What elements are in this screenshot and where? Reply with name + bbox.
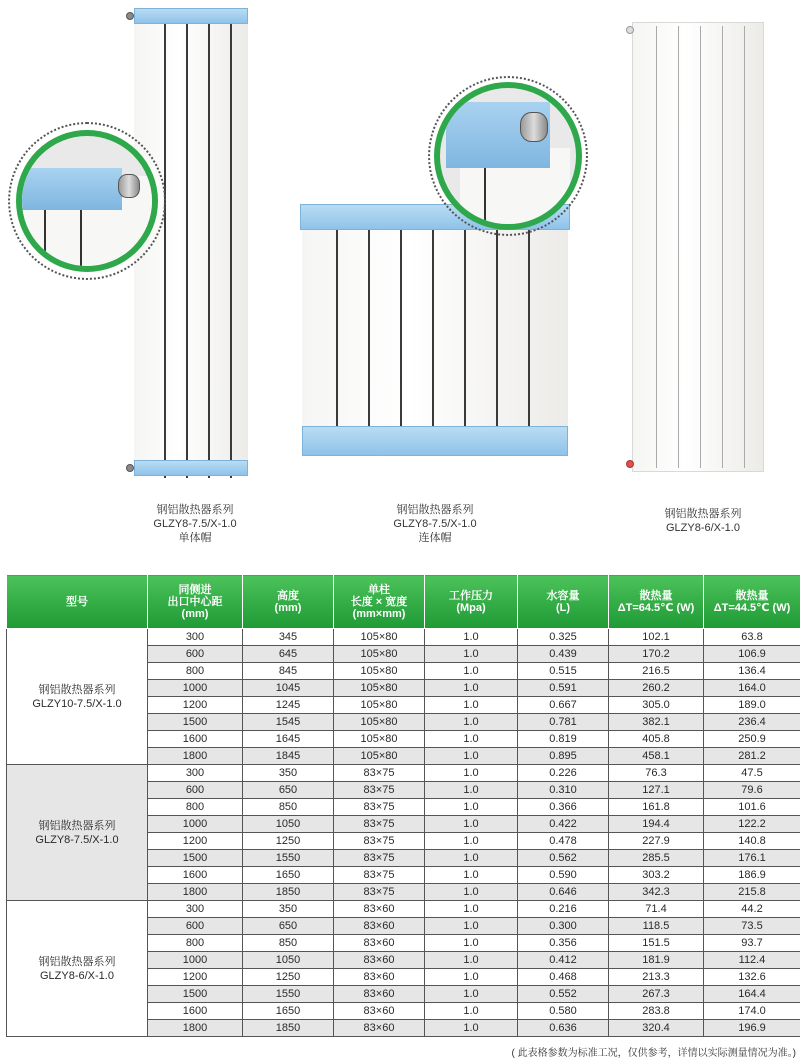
- table-cell: 105×80: [334, 629, 425, 646]
- table-cell: 1.0: [425, 646, 518, 663]
- header-water-capacity: 水容量 (L): [518, 575, 609, 629]
- table-cell: 170.2: [609, 646, 704, 663]
- table-cell: 1.0: [425, 816, 518, 833]
- table-cell: 260.2: [609, 680, 704, 697]
- table-cell: 0.468: [518, 969, 609, 986]
- model-name-line: GLZY8-7.5/X-1.0: [35, 833, 119, 846]
- table-cell: 0.636: [518, 1020, 609, 1037]
- table-cell: 0.412: [518, 952, 609, 969]
- table-cell: 1.0: [425, 1003, 518, 1020]
- table-cell: 650: [243, 918, 334, 935]
- detail-zoom-single-cap: [16, 130, 158, 272]
- table-cell: 1.0: [425, 714, 518, 731]
- product-caption-no-cap: 钢铝散热器系列 GLZY8-6/X-1.0: [664, 508, 742, 534]
- table-cell: 63.8: [704, 629, 800, 646]
- table-cell: 1.0: [425, 935, 518, 952]
- table-cell: 0.646: [518, 884, 609, 901]
- table-cell: 0.781: [518, 714, 609, 731]
- table-cell: 176.1: [704, 850, 800, 867]
- table-cell: 1.0: [425, 799, 518, 816]
- spec-table: [6, 574, 800, 1037]
- table-cell: 320.4: [609, 1020, 704, 1037]
- table-cell: 216.5: [609, 663, 704, 680]
- table-cell: 600: [148, 646, 243, 663]
- table-cell: 101.6: [704, 799, 800, 816]
- header-model: 型号: [7, 575, 148, 629]
- table-cell: 1.0: [425, 884, 518, 901]
- table-cell: 196.9: [704, 1020, 800, 1037]
- table-cell: 105×80: [334, 646, 425, 663]
- table-cell: 1800: [148, 748, 243, 765]
- table-cell: 189.0: [704, 697, 800, 714]
- table-cell: 83×75: [334, 867, 425, 884]
- product-caption-single-cap: 钢铝散热器系列 GLZY8-7.5/X-1.0 单体帽: [153, 504, 237, 544]
- table-cell: 0.590: [518, 867, 609, 884]
- table-cell: 1600: [148, 1003, 243, 1020]
- table-cell: 1.0: [425, 986, 518, 1003]
- table-cell: 0.422: [518, 816, 609, 833]
- table-cell: 161.8: [609, 799, 704, 816]
- table-cell: 1.0: [425, 731, 518, 748]
- table-cell: 1050: [243, 816, 334, 833]
- model-name-line: GLZY10-7.5/X-1.0: [32, 697, 122, 710]
- table-cell: 106.9: [704, 646, 800, 663]
- table-cell: 1.0: [425, 901, 518, 918]
- table-cell: 227.9: [609, 833, 704, 850]
- table-cell: 105×80: [334, 714, 425, 731]
- table-cell: 305.0: [609, 697, 704, 714]
- table-cell: 83×60: [334, 969, 425, 986]
- table-cell: 1850: [243, 1020, 334, 1037]
- table-cell: 76.3: [609, 765, 704, 782]
- table-cell: 83×75: [334, 884, 425, 901]
- table-cell: 132.6: [704, 969, 800, 986]
- table-cell: 800: [148, 799, 243, 816]
- table-cell: 112.4: [704, 952, 800, 969]
- table-cell: 1.0: [425, 850, 518, 867]
- table-cell: 1600: [148, 867, 243, 884]
- table-cell: 0.478: [518, 833, 609, 850]
- table-cell: 0.552: [518, 986, 609, 1003]
- model-group: [7, 901, 800, 1037]
- table-cell: 47.5: [704, 765, 800, 782]
- product-image-no-cap: [626, 14, 766, 478]
- detail-zoom-joint-cap: [434, 82, 582, 230]
- table-cell: 0.439: [518, 646, 609, 663]
- table-cell: 1.0: [425, 748, 518, 765]
- table-cell: 1.0: [425, 697, 518, 714]
- table-cell: 105×80: [334, 663, 425, 680]
- table-cell: 0.310: [518, 782, 609, 799]
- table-cell: 0.226: [518, 765, 609, 782]
- product-image-joint-cap: [296, 200, 574, 458]
- table-row: [7, 629, 800, 646]
- table-cell: 300: [148, 765, 243, 782]
- table-cell: 1200: [148, 969, 243, 986]
- table-cell: 350: [243, 765, 334, 782]
- table-cell: 1.0: [425, 629, 518, 646]
- table-cell: 83×75: [334, 765, 425, 782]
- table-cell: 0.591: [518, 680, 609, 697]
- table-footnote: ( 此表格参数为标准工况，仅供参考，详情以实际测量情况为准。): [511, 1048, 796, 1059]
- table-cell: 122.2: [704, 816, 800, 833]
- table-cell: 800: [148, 935, 243, 952]
- model-name-line: 钢铝散热器系列: [38, 819, 116, 832]
- table-cell: 151.5: [609, 935, 704, 952]
- table-row: [7, 765, 800, 782]
- table-cell: 1.0: [425, 680, 518, 697]
- table-cell: 215.8: [704, 884, 800, 901]
- header-heat-output-64: 散热量 ΔT=64.5℃ (W): [609, 575, 704, 629]
- table-cell: 1.0: [425, 765, 518, 782]
- table-cell: 0.819: [518, 731, 609, 748]
- header-working-pressure: 工作压力 (Mpa): [425, 575, 518, 629]
- table-cell: 1550: [243, 850, 334, 867]
- table-cell: 1650: [243, 1003, 334, 1020]
- table-cell: 342.3: [609, 884, 704, 901]
- model-group: [7, 765, 800, 901]
- table-cell: 1850: [243, 884, 334, 901]
- table-cell: 1045: [243, 680, 334, 697]
- table-cell: 79.6: [704, 782, 800, 799]
- table-cell: 73.5: [704, 918, 800, 935]
- table-cell: 105×80: [334, 697, 425, 714]
- table-cell: 800: [148, 663, 243, 680]
- table-cell: 136.4: [704, 663, 800, 680]
- table-cell: 105×80: [334, 731, 425, 748]
- table-cell: 140.8: [704, 833, 800, 850]
- product-caption-joint-cap: 钢铝散热器系列 GLZY8-7.5/X-1.0 连体帽: [393, 504, 477, 544]
- table-cell: 458.1: [609, 748, 704, 765]
- table-cell: 300: [148, 629, 243, 646]
- table-cell: 1000: [148, 816, 243, 833]
- model-name-line: GLZY8-6/X-1.0: [40, 969, 114, 982]
- table-cell: 83×60: [334, 935, 425, 952]
- table-cell: 1550: [243, 986, 334, 1003]
- table-cell: 0.325: [518, 629, 609, 646]
- model-name-cell: [7, 901, 148, 1037]
- table-cell: 1000: [148, 680, 243, 697]
- table-cell: 645: [243, 646, 334, 663]
- model-name-cell: [7, 629, 148, 765]
- table-cell: 850: [243, 799, 334, 816]
- table-cell: 0.667: [518, 697, 609, 714]
- table-cell: 1645: [243, 731, 334, 748]
- header-center-distance: 同侧进 出口中心距 (mm): [148, 575, 243, 629]
- table-cell: 1.0: [425, 952, 518, 969]
- table-cell: 0.562: [518, 850, 609, 867]
- table-cell: 1050: [243, 952, 334, 969]
- table-cell: 650: [243, 782, 334, 799]
- table-cell: 303.2: [609, 867, 704, 884]
- table-cell: 1545: [243, 714, 334, 731]
- table-cell: 213.3: [609, 969, 704, 986]
- table-cell: 83×75: [334, 833, 425, 850]
- table-cell: 1200: [148, 697, 243, 714]
- table-cell: 1.0: [425, 918, 518, 935]
- table-cell: 105×80: [334, 748, 425, 765]
- table-cell: 382.1: [609, 714, 704, 731]
- table-cell: 1.0: [425, 833, 518, 850]
- table-cell: 300: [148, 901, 243, 918]
- table-cell: 1650: [243, 867, 334, 884]
- table-cell: 181.9: [609, 952, 704, 969]
- table-cell: 0.216: [518, 901, 609, 918]
- table-cell: 186.9: [704, 867, 800, 884]
- table-cell: 1845: [243, 748, 334, 765]
- table-cell: 1.0: [425, 867, 518, 884]
- model-group: [7, 629, 800, 765]
- table-cell: 350: [243, 901, 334, 918]
- table-row: [7, 901, 800, 918]
- table-cell: 83×60: [334, 1020, 425, 1037]
- table-cell: 405.8: [609, 731, 704, 748]
- model-name-line: 钢铝散热器系列: [38, 683, 116, 696]
- table-cell: 1800: [148, 884, 243, 901]
- table-cell: 281.2: [704, 748, 800, 765]
- table-cell: 1250: [243, 833, 334, 850]
- table-cell: 600: [148, 918, 243, 935]
- table-cell: 1.0: [425, 663, 518, 680]
- table-cell: 0.356: [518, 935, 609, 952]
- table-cell: 44.2: [704, 901, 800, 918]
- table-cell: 250.9: [704, 731, 800, 748]
- table-cell: 0.580: [518, 1003, 609, 1020]
- table-cell: 1000: [148, 952, 243, 969]
- table-cell: 83×60: [334, 1003, 425, 1020]
- table-cell: 267.3: [609, 986, 704, 1003]
- table-cell: 1.0: [425, 782, 518, 799]
- table-cell: 83×75: [334, 816, 425, 833]
- table-cell: 164.4: [704, 986, 800, 1003]
- table-cell: 0.300: [518, 918, 609, 935]
- header-height: 高度 (mm): [243, 575, 334, 629]
- table-cell: 102.1: [609, 629, 704, 646]
- table-cell: 93.7: [704, 935, 800, 952]
- table-cell: 83×60: [334, 986, 425, 1003]
- table-cell: 845: [243, 663, 334, 680]
- table-cell: 1500: [148, 714, 243, 731]
- table-cell: 83×60: [334, 901, 425, 918]
- model-name-line: 钢铝散热器系列: [38, 955, 116, 968]
- table-cell: 1250: [243, 969, 334, 986]
- table-cell: 1500: [148, 850, 243, 867]
- table-cell: 71.4: [609, 901, 704, 918]
- table-cell: 194.4: [609, 816, 704, 833]
- header-heat-output-44: 散热量 ΔT=44.5℃ (W): [704, 575, 800, 629]
- table-cell: 83×75: [334, 782, 425, 799]
- model-name-cell: [7, 765, 148, 901]
- table-cell: 83×60: [334, 952, 425, 969]
- table-cell: 164.0: [704, 680, 800, 697]
- table-cell: 1200: [148, 833, 243, 850]
- table-cell: 83×60: [334, 918, 425, 935]
- table-cell: 1500: [148, 986, 243, 1003]
- table-header-row: [7, 575, 800, 629]
- table-cell: 236.4: [704, 714, 800, 731]
- table-cell: 0.515: [518, 663, 609, 680]
- table-cell: 174.0: [704, 1003, 800, 1020]
- table-cell: 83×75: [334, 799, 425, 816]
- table-cell: 83×75: [334, 850, 425, 867]
- table-cell: 1600: [148, 731, 243, 748]
- table-cell: 285.5: [609, 850, 704, 867]
- table-cell: 600: [148, 782, 243, 799]
- table-cell: 0.366: [518, 799, 609, 816]
- table-cell: 105×80: [334, 680, 425, 697]
- table-cell: 1.0: [425, 1020, 518, 1037]
- table-cell: 1800: [148, 1020, 243, 1037]
- table-cell: 345: [243, 629, 334, 646]
- table-cell: 1.0: [425, 969, 518, 986]
- table-cell: 1245: [243, 697, 334, 714]
- header-column-size: 单柱 长度 × 宽度 (mm×mm): [334, 575, 425, 629]
- table-cell: 283.8: [609, 1003, 704, 1020]
- table-cell: 127.1: [609, 782, 704, 799]
- table-cell: 118.5: [609, 918, 704, 935]
- table-cell: 0.895: [518, 748, 609, 765]
- table-cell: 850: [243, 935, 334, 952]
